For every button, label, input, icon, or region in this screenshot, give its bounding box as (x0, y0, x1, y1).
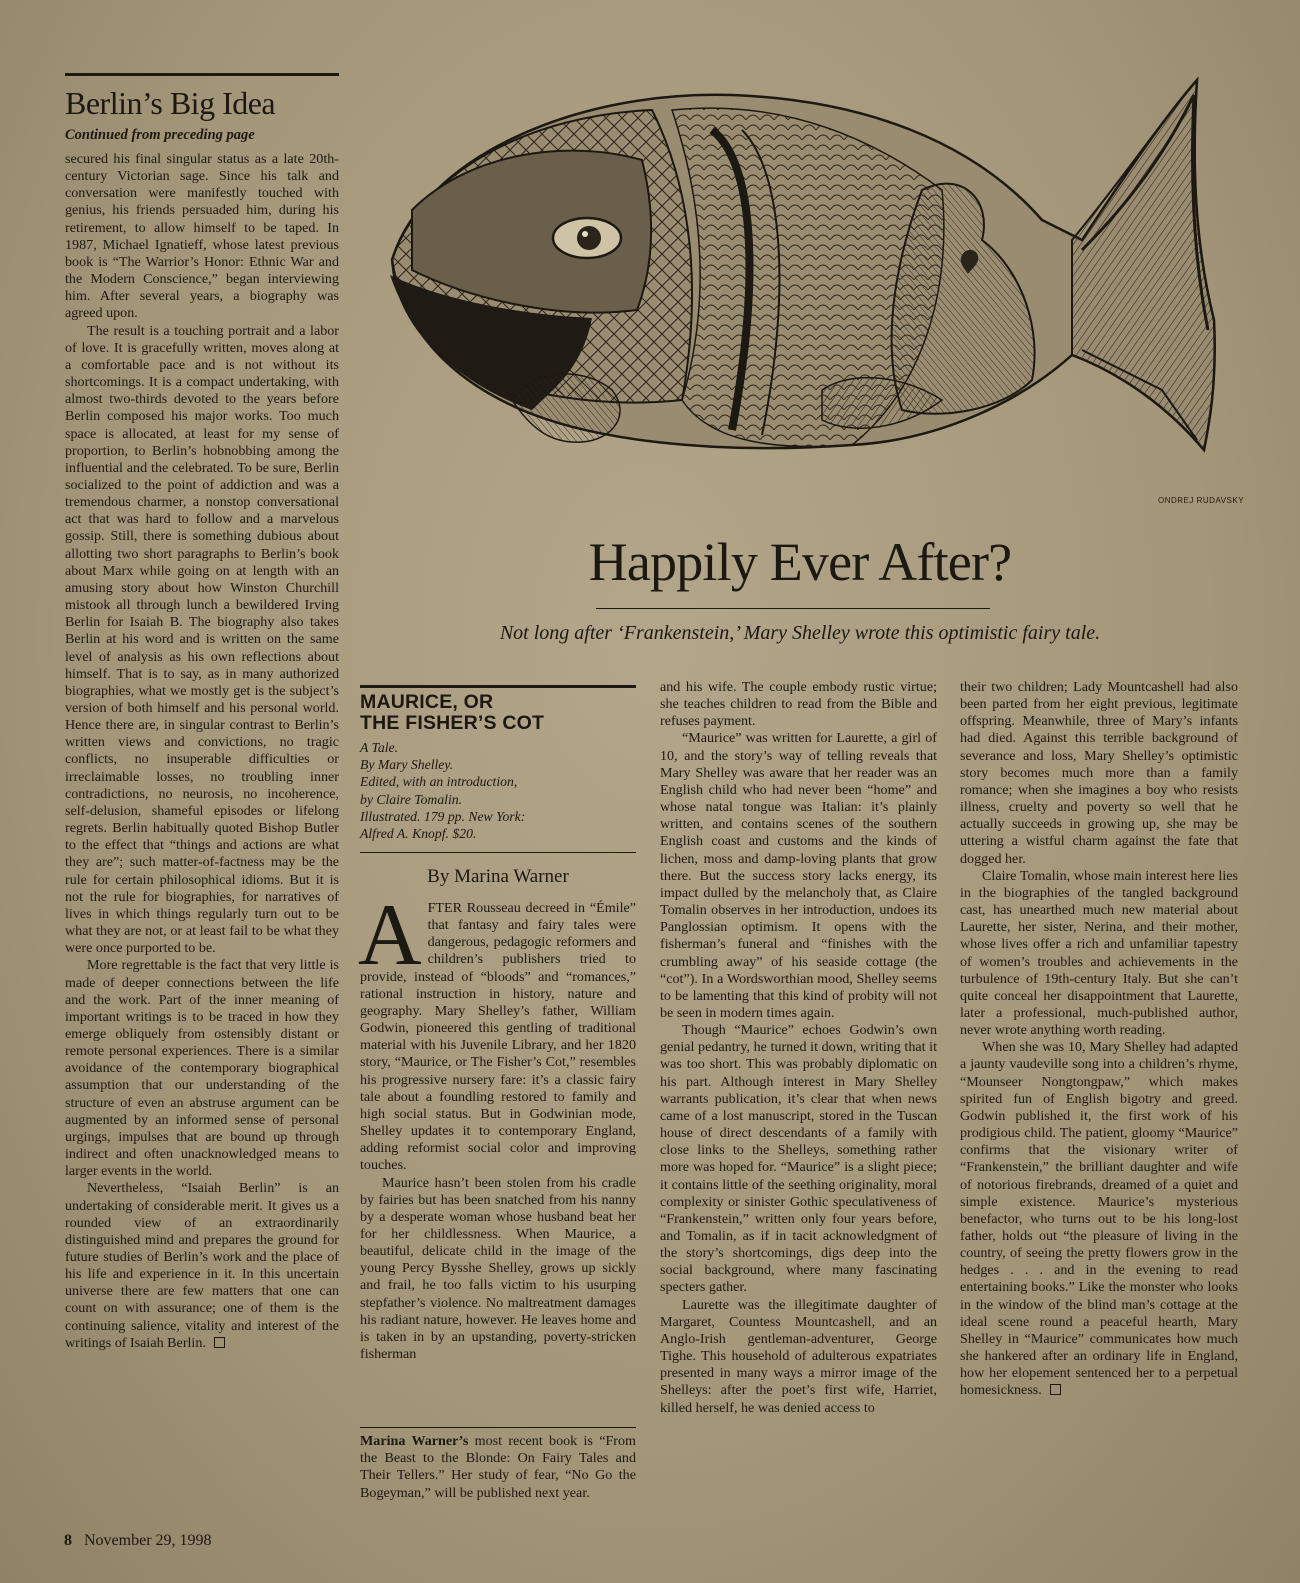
issue-date: November 29, 1998 (84, 1532, 212, 1549)
end-mark-icon (1050, 1384, 1061, 1395)
drop-cap: A (358, 887, 422, 984)
book-box-bottom-rule (360, 852, 636, 853)
paragraph: their two children; Lady Mountcashell had also been parted from her eight previous, legitimate offspring. Meanwhile, three of Mary’s infants had died. Against this terrible background of severance and loss, Mary Shelley’s optimistic story becomes much more than a family romance; when she imagines a boy who resists illness, cruelty and poverty so well that he actually succeeds in growing up, she may be uttering a wistful charm against the fate that dogged her. (960, 679, 1238, 867)
page-number: 8 (64, 1532, 72, 1549)
book-details: A Tale. By Mary Shelley. Edited, with an introduction, by Claire Tomalin. Illustrated. 179 pp. New York: Alfred A. Knopf. $20. (360, 740, 526, 842)
fish-illustration (382, 70, 1242, 480)
article-column-3 (660, 679, 937, 1417)
paragraph: The result is a touching portrait and a labor of love. It is gracefully written, moves along at a comfortable pace and is not without its shortcomings. It is a compact undertaking, with almost two-thirds devoted to the years before Berlin composed his major works. Too much space is allocated, at least for my sense of proportion, to Berlin’s hobnobbing among the influential and the celebrated. To be sure, Berlin socialized to the point of addiction and was a tremendous charmer, a nonstop conversational act that was hard to follow and a marvelous gossip. Still, there is something dubious about allotting two short paragraphs to Berlin’s book about Marx while going on at length with an amusing story about how Winston Churchill mistook all through lunch a bewildered Irving Berlin for Isaiah B. The biography also takes Berlin at his word and is written on the same level of analysis as his own reflections about himself. That is to say, as in many authorized biographies, what we mostly get is the subject’s version of both himself and his personal world. Hence there are, in singular contrast to Berlin’s written views and convictions, no tragic conflicts, no insuperable difficulties or irreclaimable losses, no troubling inner contradictions, no neurosis, no incoherence, self-delusion, shameful episodes or lifelong regrets. Berlin habitually quoted Bishop Butler to the effect that “things and actions are what they are”; such matter-of-factness may be the rule for certain philosophical idioms. But it is not the rule for biographies, for narratives of lives in which things regularly turn out to be what they are not, or at least fail to be what they were once purported to be. (65, 322, 339, 957)
paragraph: Though “Maurice” echoes Godwin’s own genial pedantry, he turned it down, writing that it was too short. This was probably diplomatic on his part. Although interest in Mary Shelley warrants publication, it’s clear that when news came of a lost manuscript, stored in the Tuscan house of direct descendants of a family with close links to the Shelleys, something rather more was hoped for. “Maurice” is a slight piece; it contains little of the seething originality, moral complexity or sinister Gothic speculativeness of “Frankenstein,” written only four years before, and Tomalin, as if in tacit acknowledgment of the story’s shortcomings, digs deep into the social background, where many fascinating specters gather. (660, 1022, 937, 1296)
paragraph: “Maurice” was written for Laurette, a girl of 10, and the story’s way of telling reveals that Mary Shelley was aware that her reader was an English child who had never been “home” and whose natal tongue was Italian: it’s plainly written, and contains scenes of the southern English coast and customs and the kinds of lichen, moss and damp-loving plants that grow there. But the success story lacks energy, its impact dulled by the melancholy that, as Claire Tomalin observes in her introduction, undoes its Panglossian optimism. It opens with the fisherman’s funeral and “finishes with the crumbling away” of his seaside cottage (the “cot”). In a Wordsworthian mood, Shelley seems to be lamenting that this kind of probity will not be seen in modern times again. (660, 730, 937, 1021)
paragraph: Maurice hasn’t been stolen from his cradle by fairies but has been snatched from his nanny by a desperate woman whose husband beat her for her childlessness. When Maurice, a beautiful, delicate child in the image of the young Percy Bysshe Shelley, grows up sickly and frail, he too falls victim to his usurping stepfather’s violence. No maltreatment damages his radiant nature, however. He leaves home and is taken in by an upstanding, poverty-stricken fisherman (360, 1174, 636, 1363)
headline: Happily Ever After? (588, 532, 1012, 592)
paragraph: When she was 10, Mary Shelley had adapted a jaunty vaudeville song into a children’s rhyme, “Mounseer Nongtongpaw,” which makes spirited fun of English bigotry and greed. Godwin published it, the first work of his prodigious child. The patient, gloomy “Maurice” confirms that the visionary writer of “Frankenstein,” the brilliant daughter and wife of notorious firebrands, dreamed of a quiet and simple existence. Maurice’s mysterious benefactor, who turns out to be his long-lost father, holds out “the pleasure of living in the country, of seeing the pretty flowers grow in the hedges . . . and in the evening to read entertaining books.” Like the monster who looks in the window of the blind man’s cottage at the ideal scene round a peaceful hearth, Mary Shelley in “Maurice” communicates how much she hankered after an ordinary life in England, how her elopement sentenced her to a perpetual homesickness. (960, 1039, 1238, 1399)
paragraph: More regrettable is the fact that very little is made of deeper connections between the life and the work. Part of the inner meaning of important writings is to be traced in how they emerge obliquely from ostensibly distant or remote personal experiences. There is a similar avoidance of the contemporary biographical assumption that our understanding of the structure of even an abstruse argument can be augmented by an informed sense of personal urgings, impulses that are bound up through indirect and often unacknowledged means to larger events in the world. (65, 957, 339, 1180)
deck: Not long after ‘Frankenstein,’ Mary Shelley wrote this optimistic fairy tale. (499, 622, 1101, 644)
column-top-rule (65, 73, 339, 76)
left-article-body (65, 151, 339, 1352)
byline: By Marina Warner (427, 866, 569, 887)
article-column-4 (960, 679, 1238, 1400)
end-mark-icon (214, 1337, 225, 1348)
page-footer (64, 1532, 212, 1550)
paragraph: Laurette was the illegitimate daughter of Margaret, Countess Mountcashell, and an Anglo-Irish gentleman-adventurer, George Tighe. This household of adulterous expatriates presented in many ways a mirror image of the Shelleys: after the poet’s first wife, Harriet, killed herself, he was denied access to (660, 1296, 937, 1416)
author-bio: Marina Warner’s most recent book is “From the Beast to the Blonde: On Fairy Tales and Their Tellers.” Her study of fear, “No Go the Bogeyman,” will be published next year. (360, 1433, 636, 1501)
paragraph: secured his final singular status as a late 20th-century Victorian sage. Since his talk and conversation were manifestly touched with genius, his friends persuaded him, during his retirement, to allow himself to be taped. In 1987, Michael Ignatieff, whose latest previous book is “The Warrior’s Honor: Ethnic War and the Modern Conscience,” began interviewing him. After several years, a biography was agreed upon. (65, 151, 339, 322)
illustration-credit: ONDREJ RUDAVSKY (1158, 496, 1245, 505)
bio-rule (360, 1427, 636, 1428)
article-column-2 (358, 887, 636, 1363)
paragraph: and his wife. The couple embody rustic virtue; she teaches children to read from the Bible and refuses payment. (660, 679, 937, 730)
left-article-title: Berlin’s Big Idea (65, 85, 276, 121)
paragraph: Claire Tomalin, whose main interest here lies in the biographies of the tangled background cast, has unearthed much new material about Laurette, her sister, Nerina, and their mother, whose lives offer a rich and unfamiliar tapestry of women’s troubles and achievements in the turbulence of 19th-century Italy. But she can’t quite conceal her disappointment that Laurette, later a professional, much-published author, never wrote anything worth reading. (960, 867, 1238, 1039)
paragraph: AFTER Rousseau decreed in “Émile” that fantasy and fairy tales were dangerous, pedagogic reformers and children’s publishers tried to provide, instead of “bloods” and “romances,” rational instruction in history, nature and geography. Mary Shelley’s father, William Godwin, pioneered this gentling of traditional material with his Juvenile Library, and her 1820 story, “Maurice, or The Fisher’s Cot,” resembles his progressive nursery fare: it’s a classic fairy tale about a foundling restored to family and high social status. But in Godwinian mode, Shelley updates it to contemporary England, adding reformist social color and improving touches. (358, 887, 636, 1174)
continued-note: Continued from preceding page (65, 127, 255, 143)
headline-rule (596, 608, 990, 609)
book-title: MAURICE, OR THE FISHER’S COT (360, 691, 545, 734)
paragraph: Nevertheless, “Isaiah Berlin” is an undertaking of considerable merit. It gives us a rounded view of an extraordinarily distinguished mind and prepares the ground for future studies of Berlin’s work and the place of his life and experience in it. In this uncertain universe there are few matters that one can count on with assurance; one of them is the continuing salience, vitality and interest of the writings of Isaiah Berlin. (65, 1180, 339, 1351)
book-box-rule (360, 685, 636, 688)
